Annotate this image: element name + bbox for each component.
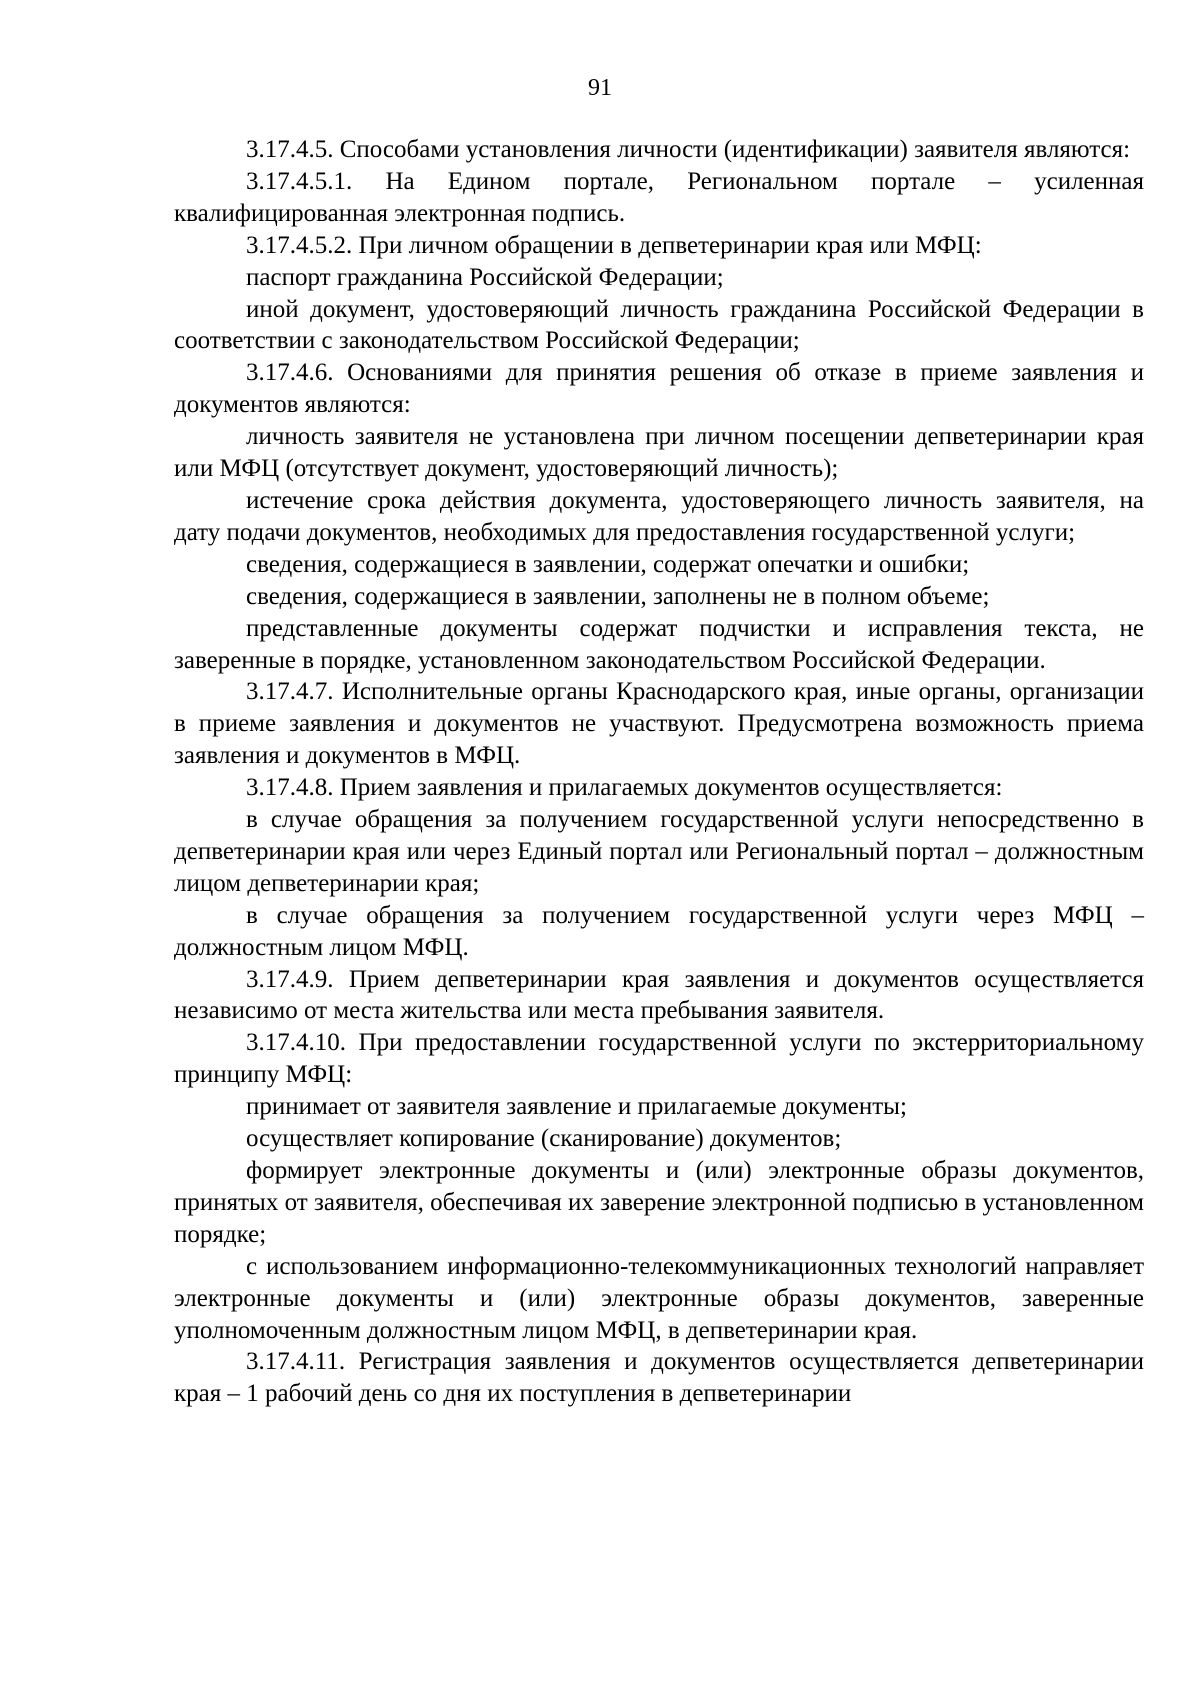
page-number: 91	[588, 75, 612, 101]
paragraph: истечение срока действия документа, удостоверяющего личность заявителя, на дату подачи документов, необходимых для предоставления государственной услуги;	[174, 486, 1144, 546]
paragraph: 3.17.4.5.1. На Едином портале, Региональном портале – усиленная квалифицированная электронная подпись.	[174, 167, 1144, 227]
paragraph: принимает от заявителя заявление и прилагаемые документы;	[246, 1093, 907, 1121]
paragraph: 3.17.4.7. Исполнительные органы Краснодарского края, иные органы, организации в приеме заявления и документов не участвуют. Предусмотрена возможность приема заявления и документов в МФЦ.	[174, 678, 1144, 770]
paragraph: 3.17.4.10. При предоставлении государственной услуги по экстерриториальному принципу МФЦ:	[174, 1029, 1144, 1089]
paragraph: с использованием информационно-телекоммуникационных технологий направляет электронные документы и (или) электронные образы документов, заверенные уполномоченным должностным лицом МФЦ, в депветеринарии края.	[174, 1252, 1144, 1344]
paragraph: иной документ, удостоверяющий личность гражданина Российской Федерации в соответствии с законодательством Российской Федерации;	[174, 295, 1144, 355]
paragraph: в случае обращения за получением государственной услуги непосредственно в депветеринарии края или через Единый портал или Региональный портал – должностным лицом депветеринарии края;	[174, 806, 1144, 897]
paragraph: личность заявителя не установлена при личном посещении депветеринарии края или МФЦ (отсутствует документ, удостоверяющий личность);	[174, 423, 1144, 483]
document-body	[174, 134, 1144, 1410]
paragraph: в случае обращения за получением государственной услуги через МФЦ – должностным лицом МФЦ.	[174, 901, 1144, 961]
paragraph: сведения, содержащиеся в заявлении, заполнены не в полном объеме;	[246, 582, 990, 610]
paragraph: паспорт гражданина Российской Федерации;	[246, 263, 724, 291]
paragraph: 3.17.4.5.2. При личном обращении в депветеринарии края или МФЦ:	[246, 231, 982, 259]
paragraph: 3.17.4.5. Способами установления личности (идентификации) заявителя являются:	[246, 136, 1131, 163]
paragraph: 3.17.4.8. Прием заявления и прилагаемых документов осуществляется:	[246, 774, 1003, 802]
paragraph: 3.17.4.9. Прием депветеринарии края заявления и документов осуществляется независимо от места жительства или места пребывания заявителя.	[174, 965, 1144, 1025]
paragraph: представленные документы содержат подчистки и исправления текста, не заверенные в порядке, установленном законодательством Российской Федерации.	[174, 614, 1144, 674]
paragraph: сведения, содержащиеся в заявлении, содержат опечатки и ошибки;	[246, 550, 970, 578]
paragraph: 3.17.4.6. Основаниями для принятия решения об отказе в приеме заявления и документов являются:	[174, 359, 1144, 419]
paragraph: осуществляет копирование (сканирование) документов;	[246, 1125, 842, 1153]
paragraph: формирует электронные документы и (или) электронные образы документов, принятых от заявителя, обеспечивая их заверение электронной подписью в установленном порядке;	[174, 1157, 1144, 1248]
paragraph: 3.17.4.11. Регистрация заявления и документов осуществляется депветеринарии края – 1 рабочий день со дня их поступления в депветеринарии	[174, 1348, 1144, 1408]
